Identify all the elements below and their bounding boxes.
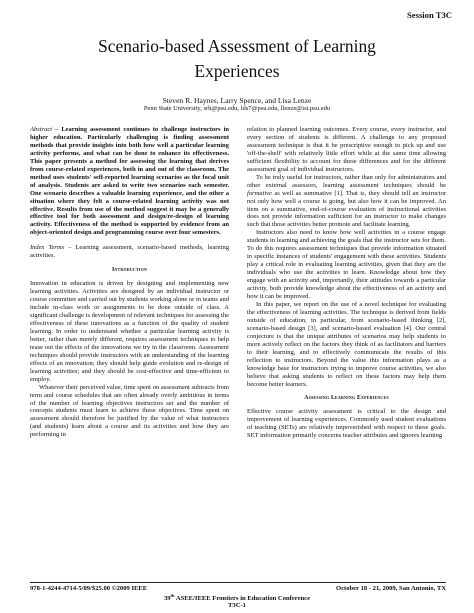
title-line-1: Scenario-based Assessment of Learning [98, 36, 376, 56]
index-terms-label: Index Terms [30, 244, 65, 252]
footer-conf-name: ASEE/IEEE Frontiers in Education Conference [174, 595, 311, 603]
body-paragraph-2 [247, 174, 446, 230]
footer-divider [30, 582, 446, 583]
footer-date-place: October 18 - 21, 2009, San Antonio, TX [335, 585, 446, 592]
body-paragraph-4: In this paper, we report on the use of a novel technique for evaluating the effectiveness of learning activities. The technique is derived from fields outside of education, in particular, from scenario-based thinking [2], scenario-based design [3], and scenario-based evaluation [4]. Our central conjecture is that the unique attributes of scenarios may help students to more actively reflect on the factors they think of as facilitators and barriers to their learning, and to effectively communicate the results of this reflection to instructors. Beyond the value this information plays as a knowledge base for instructors trying to improve course activities, we also believe that asking students to reflect on these factors may help them become better learners. [247, 300, 446, 388]
section-heading-introduction: Introduction [111, 267, 148, 274]
section-heading-assessing: Assessing Learning Experiences [304, 395, 389, 402]
abstract-label: Abstract [30, 126, 53, 133]
right-column [247, 126, 446, 576]
author-list: Steven R. Haynes, Larry Spence, and Lisa Lenze [162, 96, 312, 105]
page-number: T3C-1 [228, 602, 246, 609]
left-column [30, 126, 229, 576]
body-paragraph-2-start: To be truly useful for instructors, rather than only for administrators and other external assessors, learning assessment techniques should be [247, 173, 446, 189]
session-label: Session T3C [407, 10, 452, 20]
footer-conf-number: 39 [163, 595, 171, 603]
intro-paragraph-2: Whatever their perceived value, time spent on assessment subtracts from term and course schedules that are often already overly ambitious in terms of the number of learning objectives instructors set and the number of concepts students must learn to achieve these objectives. Time spent on assessment should therefore be justified by the value of what instructors (and students) learn about a course and its activities and how they are performing in [30, 383, 229, 439]
emphasis-formative: formative [247, 189, 272, 197]
abstract-text: – Learning assessment continues to challenge instructors in higher education. Particularly challenging is finding assessment methods that provide insights into both how well a particular learning activity performs, and what can be done to enhance its effectiveness. This paper presents a method for assessing the learning that derives from course-related experiences, both in and out of the classroom. The method uses students' self-reported learning scenarios as the focal unit of analysis. Students are asked to write two scenarios each semester. One scenario describes a valuable learning experience, and the other a situation where they felt a course-related learning activity was not effective. Results from use of the method suggest it may be a generally effective tool for both assessment and design/re-design of learning activity. Effectiveness of the method is supported by evidence from an object-oriented design and programming course over four semesters. [30, 126, 229, 237]
affiliation: Penn State University, srh@psu.edu, lds7@psu.edu, llenze@ist.psu.edu [143, 105, 331, 112]
index-terms [30, 244, 229, 260]
footer-conf-suffix: th [170, 593, 175, 598]
body-paragraph-5: Effective course activity assessment is critical to the design and improvement of learning experiences. Commonly used student evaluations of teaching (SETs) are relatively impoverished with respect to these goals. SET information primarily concerns teacher attributes and ignores learning [247, 408, 446, 440]
title-line-2: Experiences [194, 61, 280, 81]
index-terms-text: – Learning assessment, scenario-based methods, learning activities. [30, 244, 229, 260]
body-paragraph-2-end: as well as summative [1]. That is, they should tell an instructor not only how well a course is going, but also how it can be improved. An item on a summative, end-of-course evaluation of instructional activities does not provide information sufficient for an instructor to make changes such that those activities better promote and facilitate learning. [247, 189, 446, 229]
footer-conference [28, 593, 446, 602]
paper-title [28, 34, 446, 84]
intro-paragraph-1: Innovation in education is driven by designing and implementing new learning activities. Activities are designed by an individual instructor or course committee and carried out by students working alone or in teams and include in-class work or assignments to be done outside of class. A significant challenge is development of relevant techniques for assessing the effectiveness of these innovations as a function of the quality of student learning. In order to understand whether a particular learning activity is better, rather than merely different, requires assessment techniques to help tease out the effects of the innovations we try in the classroom. Assessment techniques should provide instructors with an understanding of the learning effects of an innovation; they should help guide evolution and re-design of learning activities; and they should be cost-effective and time-efficient to employ. [30, 280, 229, 383]
body-paragraph-3: Instructors also need to know how well activities in a course engage students in learning and achieving the goals that the instructor sets for them. To do this requires assessment techniques that provide information situated in specific instances of students' engagement with these activities. Students play a critical role in evaluating learning activities, given that they are the individuals who use the activities to learn. Knowledge about how they engage with an activity and, importantly, their attitudes towards a particular activity, both provide knowledge about the effectiveness of an activity and how it can be improved. [247, 229, 446, 301]
abstract [30, 126, 229, 237]
footer-isbn: 978-1-4244-4714-5/09/$25.00 ©2009 IEEE [30, 585, 148, 592]
body-paragraph-1: relation to planned learning outcomes. Every course, every instructor, and every section of students is different. A challenge to any proposed assessment technique is that it be prescriptive enough to pick up and use 'off-the-shelf' with relatively little effort while at the same time allowing sufficient flexibility to account for these differences and for the different assessment goal of individual instructors. [247, 126, 446, 173]
